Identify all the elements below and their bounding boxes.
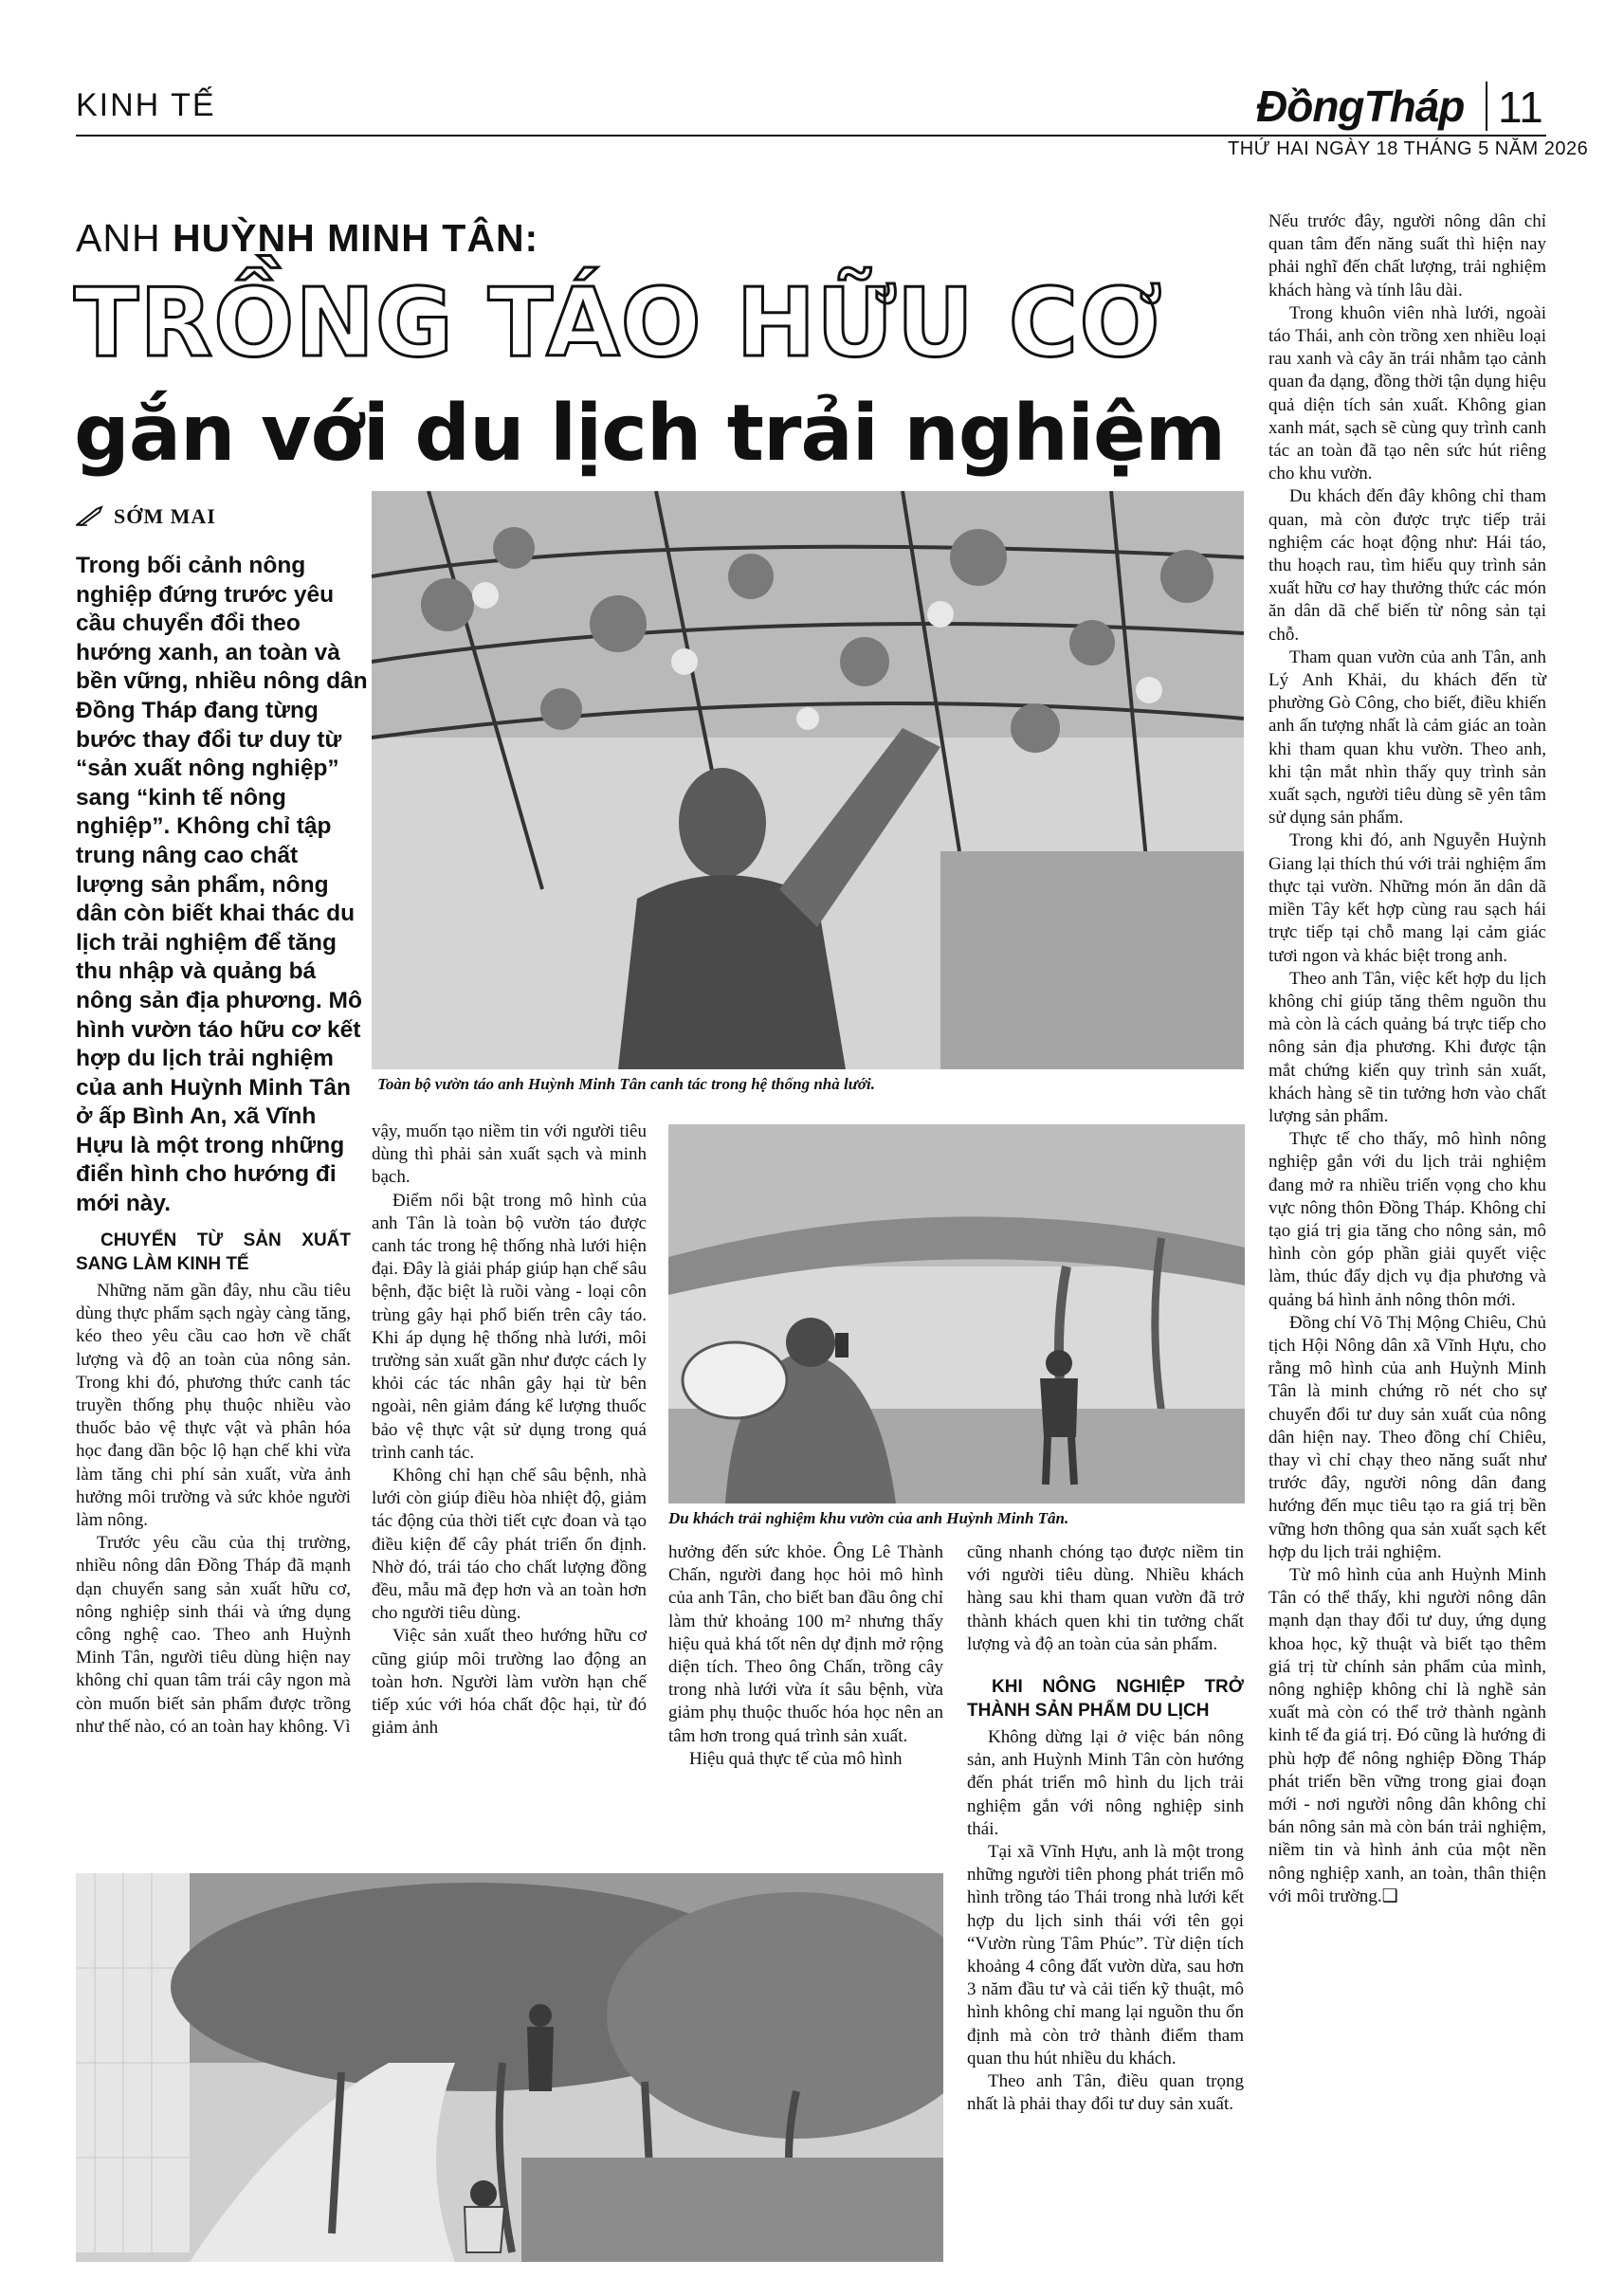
col5-paragraph: Đồng chí Võ Thị Mộng Chiêu, Chủ tịch Hội Nông dân xã Vĩnh Hựu, cho rằng mô hình của anh Huỳnh Minh Tân là minh chứng rõ nét cho sự chuyển đổi tư duy sản xuất của nông dân hiện nay. Theo đồng chí Chiêu, thay vì chỉ chạy theo năng suất như trước đây, người nông dân đang hướng đến mục tiêu tạo ra giá trị bền vững hơn thông qua sản xuất sạch kết hợp du lịch trải nghiệm. [1268, 1312, 1546, 1562]
col4-paragraph: Theo anh Tân, điều quan trọng nhất là phải thay đổi tư duy sản xuất. [967, 2071, 1244, 2115]
col1-paragraph: Trước yêu cầu của thị trường, nhiều nông dân Đồng Tháp đã mạnh dạn chuyển sang sản xuất hữu cơ, nông nghiệp sinh thái và ứng dụng công nghệ cao. Theo anh Huỳnh Minh Tân, người tiêu dùng hiện nay không chỉ quan tâm trái cây ngon mà còn muốn biết sản phẩm được trồng như thế nào, có an toàn hay không. Vì [76, 1533, 351, 1737]
column-5 [1268, 210, 1546, 1908]
masthead-logo: ĐồngTháp [1256, 82, 1465, 131]
col2-paragraph: Việc sản xuất theo hướng hữu cơ cũng giúp môi trường lao động an toàn hơn. Người làm vườn hạn chế tiếp xúc với hóa chất độc hại, từ đó giảm ảnh [372, 1626, 647, 1739]
photo-visitors [668, 1124, 1245, 1503]
subhead-2: KHI NÔNG NGHIỆP TRỞ THÀNH SẢN PHẨM DU LỊCH [967, 1677, 1244, 1722]
byline [76, 504, 216, 532]
col3-paragraph: Hiệu quả thực tế của mô hình [689, 1748, 903, 1769]
article-kicker [76, 216, 538, 261]
headline-line1: TRỒNG TÁO HỮU CƠ [74, 267, 1163, 378]
col4-paragraph: Không dừng lại ở việc bán nông sản, anh Huỳnh Minh Tân còn hướng đến phát triển mô hình du lịch trải nghiệm gắn với nông nghiệp sinh thái. [967, 1727, 1244, 1839]
photo1-caption: Toàn bộ vườn táo anh Huỳnh Minh Tân canh tác trong hệ thống nhà lưới. [377, 1075, 875, 1093]
photo-orchard-path [76, 1873, 943, 2262]
col5-paragraph: Nếu trước đây, người nông dân chỉ quan tâm đến năng suất thì hiện nay phải nghĩ đến chất lượng, trải nghiệm khách hàng và tính lâu dài. [1268, 211, 1546, 301]
headline-line2: gắn với du lịch trải nghiệm [74, 389, 1226, 479]
column-2 [372, 1121, 647, 1740]
section-label: KINH TẾ [76, 87, 216, 123]
page-number: 11 [1498, 82, 1543, 132]
col2-paragraph: Điểm nổi bật trong mô hình của anh Tân là toàn bộ vườn táo được canh tác trong hệ thống nhà lưới hiện đại. Đây là giải pháp giúp hạn chế sâu bệnh, đặc biệt là ruồi vàng - loại côn trùng gây hại phổ biến trên cây táo. Khi áp dụng hệ thống nhà lưới, môi trường sản xuất gần như được cách ly khỏi các tác nhân gây hại từ bên ngoài, nên giảm đáng kể lượng thuốc bảo vệ thực vật sử dụng trong quá trình canh tác. [372, 1190, 647, 1463]
pen-icon [76, 505, 104, 532]
col5-paragraph: Từ mô hình của anh Huỳnh Minh Tân có thể thấy, khi người nông dân mạnh dạn thay đổi tư duy, ứng dụng khoa học, kỹ thuật và biết tạo thêm giá trị từ chính sản phẩm của mình, nông nghiệp không chỉ là nghề sản xuất mà còn có thể trở thành ngành kinh tế đa giá trị. Đó cũng là hướng đi phù hợp để nông nghiệp Đồng Tháp phát triển bền vững trong giai đoạn mới - nơi người nông dân không chỉ bán nông sản mà còn bán trải nghiệm, niềm tin và hình ảnh của một nền nông nghiệp xanh, an toàn, thân thiện với môi trường.❑ [1268, 1564, 1546, 1906]
subhead-1: CHUYỂN TỪ SẢN XUẤT SANG LÀM KINH TẾ [76, 1230, 351, 1274]
photo2-caption: Du khách trải nghiệm khu vườn của anh Huỳnh Minh Tân. [668, 1509, 1069, 1527]
col3-paragraph: hưởng đến sức khỏe. Ông Lê Thành Chấn, người đang học hỏi mô hình của anh Tân, cho biết ban đầu ông chỉ làm thử khoảng 100 m² nhưng thấy hiệu quả khá tốt nên dự định mở rộng diện tích. Theo ông Chấn, trồng cây trong nhà lưới vừa ít sâu bệnh, vừa giảm phụ thuộc thuốc hóa học nên an tâm hơn trong quá trình sản xuất. [668, 1542, 943, 1746]
col5-paragraph: Trong khi đó, anh Nguyễn Huỳnh Giang lại thích thú với trải nghiệm ẩm thực tại vườn. Những món ăn dân dã miền Tây kết hợp cùng rau sạch hái trực tiếp tại chỗ mang lại cảm giác tươi ngon và khác biệt trong anh. [1268, 830, 1546, 966]
col5-paragraph: Theo anh Tân, việc kết hợp du lịch không chỉ giúp tăng thêm nguồn thu mà còn là cách quảng bá trực tiếp cho nông sản địa phương. Khi được tận mắt chứng kiến quy trình sản xuất, khách hàng sẽ tin tưởng hơn vào chất lượng sản phẩm. [1268, 968, 1546, 1126]
col5-paragraph: Trong khuôn viên nhà lưới, ngoài táo Thái, anh còn trồng xen nhiều loại rau xanh và cây ăn trái nhằm tạo cảnh quan đa dạng, đồng thời tận dụng hiệu quả diện tích sản xuất. Không gian xanh mát, sạch sẽ cùng quy trình canh tác an toàn đã tạo nên sức hút riêng cho khu vườn. [1268, 302, 1546, 484]
masthead-divider [1486, 82, 1487, 131]
col5-paragraph: Thực tế cho thấy, mô hình nông nghiệp gắn với du lịch trải nghiệm đang mở ra nhiều triển vọng cho khu vực nông thôn Đồng Tháp. Không chỉ tạo giá trị gia tăng cho nông sản, mô hình còn góp phần giải quyết việc làm, thúc đẩy dịch vụ địa phương và quảng bá hình ảnh nông thôn mới. [1268, 1129, 1546, 1310]
col4-paragraph: cũng nhanh chóng tạo được niềm tin với người tiêu dùng. Nhiều khách hàng sau khi tham quan vườn đã trở thành khách quen khi tin tưởng chất lượng và độ an toàn của sản phẩm. [967, 1542, 1244, 1654]
col2-paragraph: Không chỉ hạn chế sâu bệnh, nhà lưới còn giúp điều hòa nhiệt độ, giảm tác động của thời tiết cực đoan và tạo điều kiện để cây phát triển ổn định. Nhờ đó, trái táo cho chất lượng đồng đều, mẫu mã đẹp hơn và an toàn hơn cho người tiêu dùng. [372, 1466, 647, 1624]
col2-paragraph: vậy, muốn tạo niềm tin với người tiêu dùng thì phải sản xuất sạch và minh bạch. [372, 1121, 647, 1188]
col1-paragraph: Những năm gần đây, nhu cầu tiêu dùng thực phẩm sạch ngày càng tăng, kéo theo yêu cầu cao hơn về chất lượng và độ an toàn của nông sản. Trong khi đó, phương thức canh tác truyền thống phụ thuộc nhiều vào thuốc bảo vệ thực vật và phân hóa học đang dần bộc lộ hạn chế khi vừa làm tăng chi phí sản xuất, vừa ảnh hưởng môi trường và sức khỏe người làm nông. [76, 1281, 351, 1531]
article-lead: Trong bối cảnh nông nghiệp đứng trước yêu cầu chuyển đổi theo hướng xanh, an toàn và bền vững, nhiều nông dân Đồng Tháp đang từng bước thay đổi tư duy từ “sản xuất nông nghiệp” sang “kinh tế nông nghiệp”. Không chỉ tập trung nâng cao chất lượng sản phẩm, nông dân còn biết khai thác du lịch trải nghiệm để tăng thu nhập và quảng bá nông sản địa phương. Mô hình vườn táo hữu cơ kết hợp du lịch trải nghiệm của anh Huỳnh Minh Tân ở ấp Bình An, xã Vĩnh Hựu là một trong những điển hình cho hướng đi mới này. [76, 553, 368, 1217]
kicker-prefix: ANH [76, 216, 173, 260]
column-3 [668, 1541, 943, 1771]
header-rule [76, 135, 1546, 137]
column-1 [76, 1229, 351, 1739]
col4-paragraph: Tại xã Vĩnh Hựu, anh là một trong những người tiên phong phát triển mô hình trồng táo Thái trong nhà lưới kết hợp du lịch sinh thái với tên gọi “Vườn rùng Tâm Phúc”. Từ diện tích khoảng 4 công đất vườn dừa, sau hơn 3 năm đầu tư và cải tiến kỹ thuật, mô hình không chỉ mang lại nguồn thu ổn định mà còn trở thành điểm tham quan thu hút nhiều du khách. [967, 1842, 1244, 2068]
issue-date: THỨ HAI NGÀY 18 THÁNG 5 NĂM 2026 [1228, 138, 1589, 159]
photo-apple-orchard [372, 491, 1244, 1069]
col5-paragraph: Tham quan vườn của anh Tân, anh Lý Anh Khải, du khách đến từ phường Gò Công, cho biết, điều khiến anh ấn tượng nhất là cảm giác an toàn khi tham quan khu vườn. Theo anh, khi tận mắt nhìn thấy quy trình sản xuất sạch, người tiêu dùng sẽ yên tâm sử dụng sản phẩm. [1268, 647, 1546, 829]
column-4 [967, 1541, 1244, 2116]
byline-author: SỚM MAI [114, 504, 216, 528]
kicker-name: HUỲNH MINH TÂN: [172, 216, 539, 260]
col5-paragraph: Du khách đến đây không chỉ tham quan, mà còn được trực tiếp trải nghiệm các hoạt động như: Hái táo, thu hoạch rau, tìm hiểu quy trình sản xuất hữu cơ hay thưởng thức các món ăn dân dã chế biến từ nông sản tại chỗ. [1268, 486, 1546, 645]
